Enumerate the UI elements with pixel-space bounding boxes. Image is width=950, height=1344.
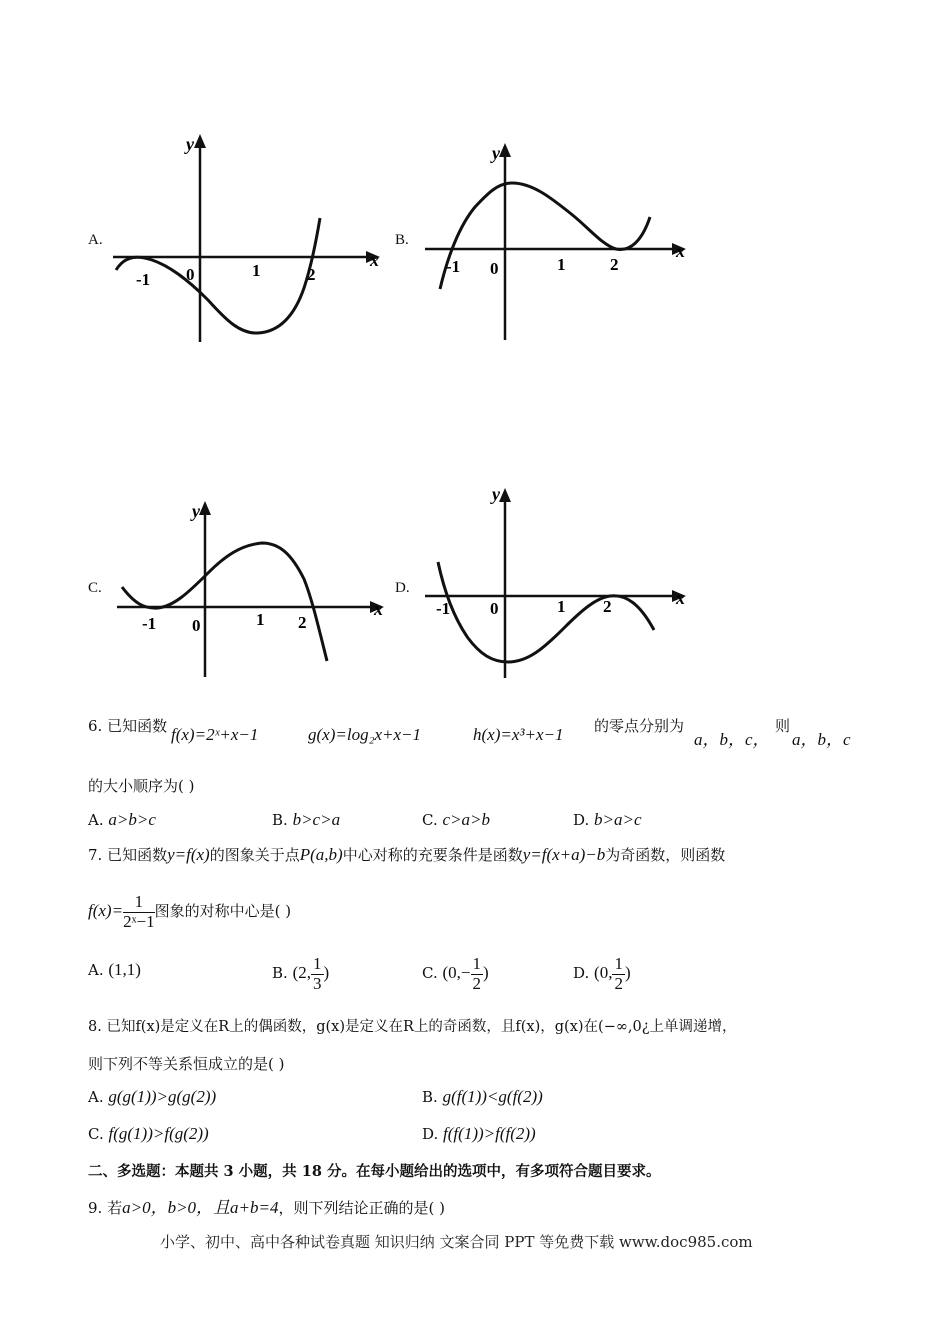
curve: [440, 183, 650, 289]
x-axis-label: x: [676, 588, 685, 608]
q6-vars2: a，b，c: [792, 730, 851, 749]
q8-option-d: D. f(f(1))>f(f(2)): [422, 1124, 536, 1143]
q7-line1: 7. 已知函数y=f(x)的图象关于点P(a,b)中心对称的充要条件是函数y=f(x+a)−b为奇函数，则函数: [88, 845, 726, 864]
tick-0: 0: [490, 599, 499, 618]
q7-option-c: C. (0,− $\frac{1}{2}$ ): [422, 954, 489, 993]
page-footer: 小学、初中、高中各种试卷真题 知识归纳 文案合同 PPT 等免费下载 www.doc985.com: [160, 1233, 753, 1251]
q7-option-b: B. (2, $\frac{1}{3}$ ): [272, 954, 330, 993]
q6-lead: 6. 已知函数: [88, 717, 168, 735]
q6-option-c: C. c>a>b: [422, 810, 490, 829]
tick-1: 1: [557, 255, 566, 274]
x-axis-label: x: [374, 599, 383, 619]
y-axis-label: y: [492, 484, 500, 504]
q6-then: 则: [775, 717, 791, 735]
q8-option-a: A. g(g(1))>g(g(2)): [88, 1087, 217, 1106]
tick-2: 2: [298, 613, 307, 632]
q6-h-def: h(x)=x³+x−1: [473, 725, 564, 744]
tick-neg1: -1: [446, 257, 461, 276]
graph-option-b: [420, 135, 695, 345]
y-axis-arrow: [499, 143, 511, 157]
y-axis-label: y: [492, 143, 500, 163]
y-axis-arrow: [499, 488, 511, 502]
y-axis-label: y: [192, 501, 200, 521]
y-axis-arrow: [194, 134, 206, 148]
q6-g-def: g(x)=log₂x+x−1: [308, 725, 422, 744]
q6-option-d: D. b>a>c: [573, 810, 642, 829]
curve: [122, 543, 327, 661]
graph-option-a: [108, 130, 388, 355]
q8-line2: 则下列不等关系恒成立的是( ): [88, 1055, 285, 1073]
tick-2: 2: [610, 255, 619, 274]
tick-1: 1: [256, 610, 265, 629]
q6-option-b: B. b>c>a: [272, 810, 341, 829]
y-axis-label: y: [186, 134, 194, 154]
q8-line1: 8. 已知f(x)是定义在R上的偶函数，g(x)是定义在R上的奇函数，且f(x)，g(x)在(−∞,0¿上单调递增，: [88, 1019, 737, 1035]
q7-option-a: A. (1,1): [88, 960, 141, 979]
q6-vars: a，b，c，: [694, 730, 770, 749]
option-a-label: A.: [88, 232, 103, 248]
tick-neg1: -1: [136, 270, 151, 289]
tick-neg1: -1: [436, 599, 451, 618]
tick-0: 0: [192, 616, 201, 635]
x-axis-label: x: [370, 250, 379, 270]
tick-2: 2: [307, 265, 316, 284]
tick-1: 1: [252, 261, 261, 280]
option-b-label: B.: [395, 232, 409, 248]
q8-option-c: C. f(g(1))>f(g(2)): [88, 1124, 209, 1143]
y-axis-arrow: [199, 501, 211, 515]
graph-option-d: [420, 478, 695, 683]
q6-mid: 的零点分别为: [594, 717, 685, 735]
option-c-label: C.: [88, 580, 102, 596]
graph-option-c: [112, 495, 392, 685]
tick-2: 2: [603, 597, 612, 616]
tick-0: 0: [490, 259, 499, 278]
curve: [438, 562, 654, 662]
tick-1: 1: [557, 597, 566, 616]
q6-line2: 的大小顺序为( ): [88, 777, 195, 795]
x-axis-label: x: [676, 241, 685, 261]
q7-line2: f(x)= $\frac{1}{\text{2ˣ−1}}$ 图象的对称中心是( ): [88, 892, 292, 931]
q6-f-def: f(x)=2ˣ+x−1: [171, 725, 259, 744]
q7-fraction: $\frac{1}{\text{2ˣ−1}}$: [123, 892, 155, 931]
tick-neg1: -1: [142, 614, 157, 633]
q7-option-d: D. (0, $\frac{1}{2}$ ): [573, 954, 631, 993]
tick-0: 0: [186, 265, 195, 284]
q6-option-a: A. a>b>c: [88, 810, 156, 829]
section-heading: 二、多选题：本题共 3 小题，共 18 分。在每小题给出的选项中，有多项符合题目要求。: [88, 1163, 661, 1180]
q8-option-b: B. g(f(1))<g(f(2)): [422, 1087, 543, 1106]
option-d-label: D.: [395, 580, 410, 596]
q9-stem: 9. 若a>0，b>0，且a+b=4，则下列结论正确的是( ): [88, 1198, 445, 1217]
